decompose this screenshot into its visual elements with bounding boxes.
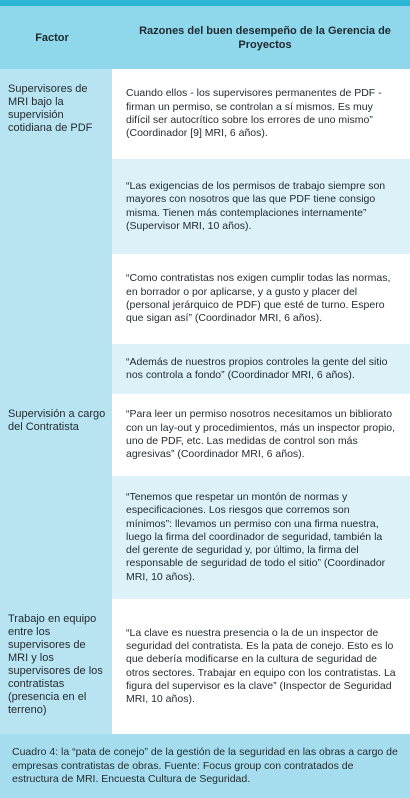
factor-cell: Supervisión a cargo del Contratista (0, 394, 112, 599)
quote-cell: Cuando ellos - los supervisores permanentes de PDF - firman un permiso, se controlan a sí mismos. Es muy difícil ser autocrítico sobre los errores de uno mismo” (Coordinador [9] MRI, 6 años). (112, 69, 410, 159)
table-caption: Cuadro 4: la “pata de conejo” de la gestión de la seguridad en las obras a cargo de empresas contratistas de obras. Fuente: Focus group con contratados de estructura de MRI. Encuesta Cultura de Seguridad. (0, 734, 410, 798)
factor-group-2 (0, 394, 410, 599)
quote-cell: “Para leer un permiso nosotros necesitamos un bibliorato con un lay-out y procedimientos, más un inspector propio, uno de PDF, etc. Las medidas de control son más agresivas” (Coordinador MRI, 6 años). (112, 394, 410, 476)
factor-cell: Supervisores de MRI bajo la supervisión cotidiana de PDF (0, 69, 112, 394)
quote-cell: “Tenemos que respetar un montón de normas y especificaciones. Los riesgos que corremos son mínimos”: llevamos un permiso con una firma nuestra, luego la firma del coordinador de seguridad, también la del gerente de seguridad y, por último, la firma del responsable de seguridad de todo el sitio” (Coordinador MRI, 10 años). (112, 476, 410, 599)
factor-group-3 (0, 599, 410, 734)
table-header (0, 6, 410, 69)
quote-cell: “Como contratistas nos exigen cumplir todas las normas, en borrador o por aplicarse, y a gusto y placer del (personal jerárquico de PDF) que esté de turno. Espero que sigan así” (Coordinador MRI, 6 años). (112, 254, 410, 344)
header-factor: Factor (35, 31, 69, 44)
factor-group-1 (0, 69, 410, 394)
quote-cell: “Las exigencias de los permisos de trabajo siempre son mayores con nosotros que las que PDF tiene consigo misma. Tienen más contemplaciones internamente” (Supervisor MRI, 10 años). (112, 159, 410, 254)
quote-cell: “Además de nuestros propios controles la gente del sitio nos controla a fondo” (Coordinador MRI, 6 años). (112, 344, 410, 394)
quote-cell: “La clave es nuestra presencia o la de un inspector de seguridad del contratista. Es la pata de conejo. Esto es lo que debería modificarse en la cultura de seguridad de otros sectores. Trabajar en equipo con los contratistas. La figura del supervisor es la clave” (Inspector de Seguridad MRI, 10 años). (112, 599, 410, 734)
factor-cell: Trabajo en equipo entre los supervisores de MRI y los supervisores de los contratistas (presencia en el terreno) (0, 599, 112, 734)
header-razones: Razones del buen desempeño de la Gerencia de Proyectos (139, 24, 391, 51)
